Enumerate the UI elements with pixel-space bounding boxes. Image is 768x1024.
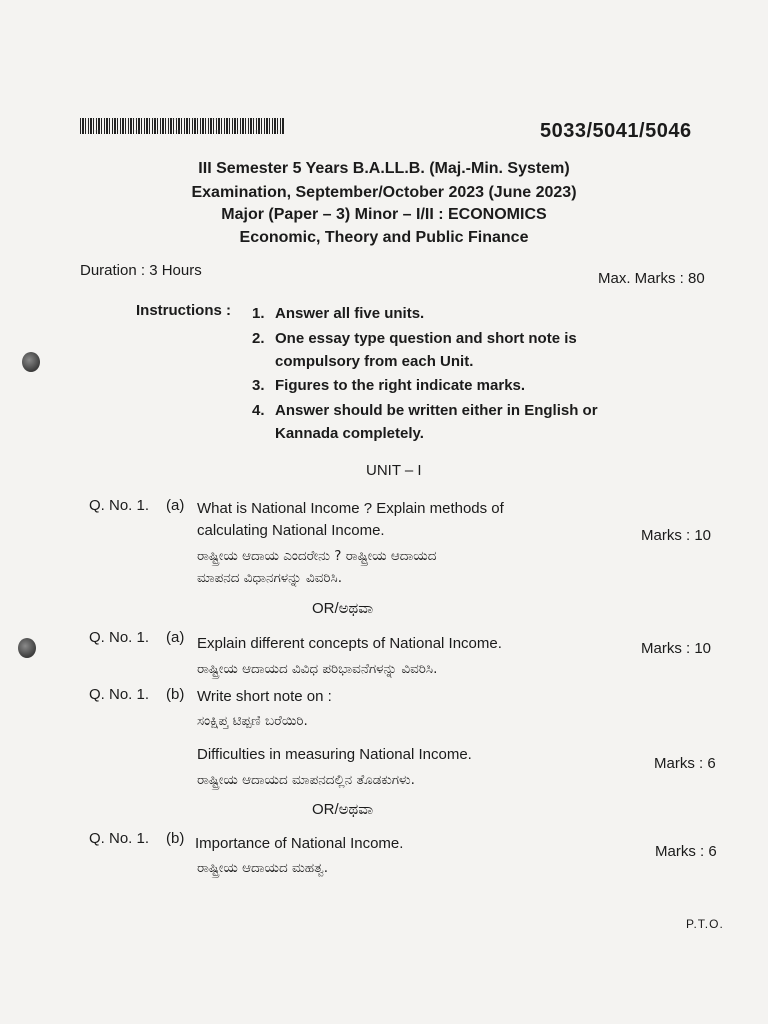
question-text: Explain different concepts of National Income. <box>197 635 502 652</box>
question-text-kannada: ಸಂಕ್ಷಿಪ್ತ ಟಿಪ್ಪಣಿ ಬರೆಯಿರಿ. <box>197 713 308 729</box>
instruction-text: One essay type question and short note is <box>275 330 577 347</box>
question-text-kannada: ರಾಷ್ಟ್ರೀಯ ಆದಾಯದ ಮಹತ್ವ. <box>197 860 329 876</box>
instruction-text: Kannada completely. <box>275 425 424 442</box>
question-text: What is National Income ? Explain methods of <box>197 500 504 517</box>
question-text: Difficulties in measuring National Income. <box>197 746 472 763</box>
question-text: Importance of National Income. <box>195 835 404 852</box>
instruction-text: Answer all five units. <box>275 305 425 322</box>
question-number: Q. No. 1. <box>89 830 150 847</box>
marks: Marks : 10 <box>641 527 712 544</box>
marks: Marks : 6 <box>654 755 716 772</box>
question-number: Q. No. 1. <box>89 629 150 646</box>
question-text-kannada: ರಾಷ್ಟ್ರೀಯ ಆದಾಯದ ಮಾಪನದಲ್ಲಿನ ತೊಡಕುಗಳು. <box>197 772 415 788</box>
question-text-kannada: ರಾಷ್ಟ್ರೀಯ ಆದಾಯ ಎಂದರೇನು ? ರಾಷ್ಟ್ರೀಯ ಆದಾಯದ <box>197 548 437 564</box>
pto-label: P.T.O. <box>686 917 724 931</box>
header-line-2: Examination, September/October 2023 (June 2023) <box>191 184 577 201</box>
header-line-1: III Semester 5 Years B.A.LL.B. (Maj.-Min. System) <box>198 160 570 177</box>
instruction-num: 2. <box>252 330 265 347</box>
question-text: calculating National Income. <box>197 522 385 539</box>
max-marks: Max. Marks : 80 <box>598 270 705 287</box>
punch-hole-icon <box>22 352 40 372</box>
header-line-4: Economic, Theory and Public Finance <box>239 229 529 246</box>
question-number: Q. No. 1. <box>89 686 150 703</box>
instruction-num: 1. <box>252 305 265 322</box>
question-part: (b) <box>166 686 185 703</box>
question-part: (a) <box>166 497 185 514</box>
punch-hole-icon <box>18 638 36 658</box>
instruction-num: 4. <box>252 402 265 419</box>
unit-title: UNIT – I <box>366 462 422 479</box>
instruction-text: Answer should be written either in English or <box>275 402 598 419</box>
marks: Marks : 6 <box>655 843 717 860</box>
question-number: Q. No. 1. <box>89 497 150 514</box>
instruction-text: Figures to the right indicate marks. <box>275 377 526 394</box>
paper-code: 5033/5041/5046 <box>540 120 692 142</box>
barcode <box>80 118 285 134</box>
instruction-text: compulsory from each Unit. <box>275 353 474 370</box>
or-separator: OR/ಅಥವಾ <box>312 801 374 818</box>
question-text: Write short note on : <box>197 688 332 705</box>
instruction-num: 3. <box>252 377 265 394</box>
question-text-kannada: ರಾಷ್ಟ್ರೀಯ ಆದಾಯದ ವಿವಿಧ ಪರಿಭಾವನೆಗಳನ್ನು ವಿವರಿಸಿ. <box>197 661 438 677</box>
question-part: (b) <box>166 830 185 847</box>
instructions-label: Instructions : <box>136 302 232 319</box>
header-line-3: Major (Paper – 3) Minor – I/II : ECONOMICS <box>221 206 547 223</box>
question-part: (a) <box>166 629 185 646</box>
question-text-kannada: ಮಾಪನದ ವಿಧಾನಗಳನ್ನು ವಿವರಿಸಿ. <box>197 570 342 586</box>
duration: Duration : 3 Hours <box>80 262 202 279</box>
or-separator: OR/ಅಥವಾ <box>312 600 374 617</box>
marks: Marks : 10 <box>641 640 712 657</box>
